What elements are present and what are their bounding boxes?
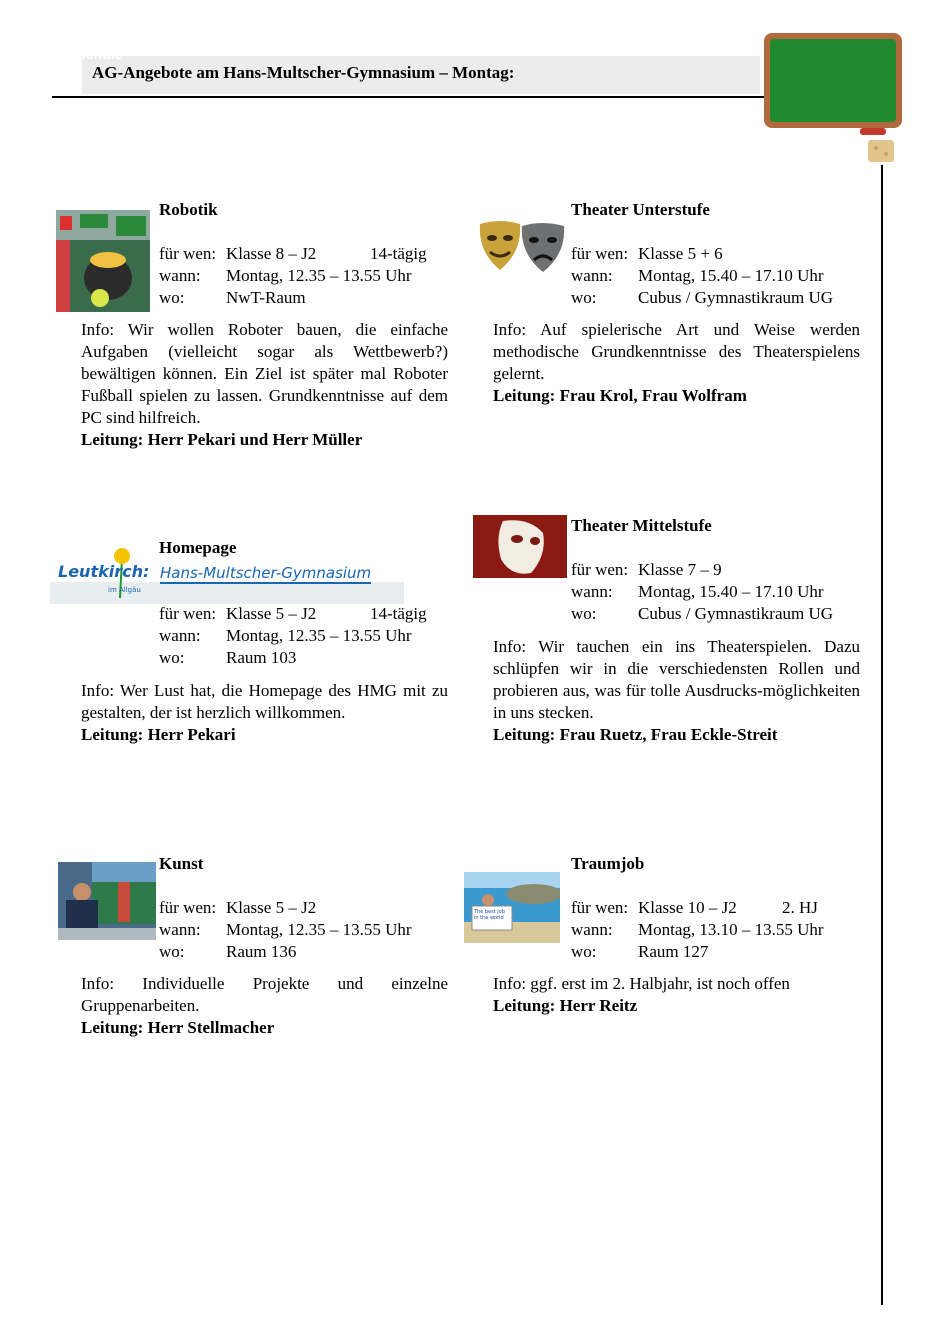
course-info <box>493 973 860 1017</box>
label-wann: wann: <box>159 626 201 645</box>
value-fuer-wen: Klasse 10 – J2 <box>638 898 737 917</box>
course-leader: Leitung: Herr Stellmacher <box>81 1018 275 1037</box>
info-text: Info: Wir tauchen ein ins Theaterspielen. Dazu schlüpfen wir in die verschiedensten Rollen und probieren aus, was für tolle Ausdrucks-möglichkeiten in uns stecken. <box>493 637 860 722</box>
course-title: Kunst <box>159 854 204 873</box>
info-text: Info: Wer Lust hat, die Homepage des HMG mit zu gestalten, der ist herzlich willkommen. <box>81 681 448 722</box>
course-leader: Leitung: Frau Ruetz, Frau Eckle-Streit <box>493 725 778 744</box>
label-wo: wo: <box>571 942 597 961</box>
badge-line-1: Offene <box>15 24 60 40</box>
robot-photo <box>56 210 150 312</box>
sign-text: The best job in the world <box>474 909 505 921</box>
course-info <box>81 973 448 1039</box>
value-frequency: 14-tägig <box>370 604 427 623</box>
header-divider <box>52 96 770 98</box>
course-title: Theater Mittelstufe <box>571 516 712 535</box>
white-mask-photo <box>473 515 567 578</box>
value-wo: Raum 103 <box>226 648 297 667</box>
value-wo: Raum 136 <box>226 942 297 961</box>
course-title: Homepage <box>159 538 237 557</box>
label-wann: wann: <box>159 266 201 285</box>
info-text: Info: ggf. erst im 2. Halbjahr, ist noch offen <box>493 974 790 993</box>
label-wann: wann: <box>571 920 613 939</box>
label-wo: wo: <box>159 942 185 961</box>
label-wann: wann: <box>571 266 613 285</box>
label-fuer-wen: für wen: <box>159 604 217 623</box>
info-text: Info: Individuelle Projekte und einzelne Gruppenarbeiten. <box>81 974 448 1015</box>
value-fuer-wen: Klasse 5 – J2 <box>226 604 317 623</box>
value-fuer-wen: Klasse 7 – 9 <box>638 560 722 579</box>
course-info <box>81 680 448 746</box>
badge-line-2: Ganztagsschule <box>15 46 123 62</box>
course-leader: Leitung: Herr Pekari <box>81 725 236 744</box>
info-text: Info: Wir wollen Roboter bauen, die einfache Aufgaben (vielleicht sogar als Wettbewerb?) bewältigen können. Ein Ziel ist später mal Roboter Fußball spielen zu lassen. Grundkenntnisse auf dem PC sind hilfreich. <box>81 320 448 427</box>
label-fuer-wen: für wen: <box>159 244 217 263</box>
logo-region: im Allgäu <box>108 586 141 594</box>
value-frequency: 14-tägig <box>370 244 427 263</box>
course-title: Robotik <box>159 200 218 219</box>
info-text: Info: Auf spielerische Art und Weise werden methodische Grundkenntnisse des Theaterspielens gelernt. <box>493 320 860 383</box>
value-fuer-wen: Klasse 5 – J2 <box>226 898 317 917</box>
beach-photo <box>464 872 560 943</box>
course-info <box>493 636 860 746</box>
value-wann: Montag, 12.35 – 13.55 Uhr <box>226 626 412 645</box>
value-wann: Montag, 12.35 – 13.55 Uhr <box>226 920 412 939</box>
label-fuer-wen: für wen: <box>571 898 629 917</box>
value-wann: Montag, 15.40 – 17.10 Uhr <box>638 266 824 285</box>
logo-school: Hans-Multscher-Gymnasium <box>160 564 372 582</box>
course-leader: Leitung: Frau Krol, Frau Wolfram <box>493 386 747 405</box>
value-wo: Raum 127 <box>638 942 709 961</box>
value-fuer-wen: Klasse 5 + 6 <box>638 244 723 263</box>
logo-town: Leutkirch: <box>58 562 150 581</box>
label-wo: wo: <box>571 288 597 307</box>
theater-masks <box>476 218 568 276</box>
label-wo: wo: <box>159 288 185 307</box>
value-half-year: 2. HJ <box>782 898 818 917</box>
label-fuer-wen: für wen: <box>159 898 217 917</box>
chalkboard-badge <box>763 32 903 129</box>
label-wo: wo: <box>159 648 185 667</box>
course-title: Traumjob <box>571 854 645 873</box>
badge-text <box>15 21 122 65</box>
label-fuer-wen: für wen: <box>571 244 629 263</box>
course-leader: Leitung: Herr Pekari und Herr Müller <box>81 430 363 449</box>
value-wann: Montag, 15.40 – 17.10 Uhr <box>638 582 824 601</box>
value-wo: NwT-Raum <box>226 288 306 307</box>
value-wo: Cubus / Gymnastikraum UG <box>638 604 834 623</box>
page-title: AG-Angebote am Hans-Multscher-Gymnasium – Montag: <box>92 63 515 82</box>
course-info <box>81 319 448 451</box>
value-wann: Montag, 12.35 – 13.55 Uhr <box>226 266 412 285</box>
value-wann: Montag, 13.10 – 13.55 Uhr <box>638 920 824 939</box>
label-wo: wo: <box>571 604 597 623</box>
chalk-sponge-icon <box>856 126 900 168</box>
course-title: Theater Unterstufe <box>571 200 710 219</box>
label-wann: wann: <box>159 920 201 939</box>
course-leader: Leitung: Herr Reitz <box>493 996 638 1015</box>
value-fuer-wen: Klasse 8 – J2 <box>226 244 317 263</box>
course-info <box>493 319 860 407</box>
right-margin-line <box>881 165 883 1305</box>
label-fuer-wen: für wen: <box>571 560 629 579</box>
value-wo: Cubus / Gymnastikraum UG <box>638 288 834 307</box>
label-wann: wann: <box>571 582 613 601</box>
painting-photo <box>58 862 156 940</box>
